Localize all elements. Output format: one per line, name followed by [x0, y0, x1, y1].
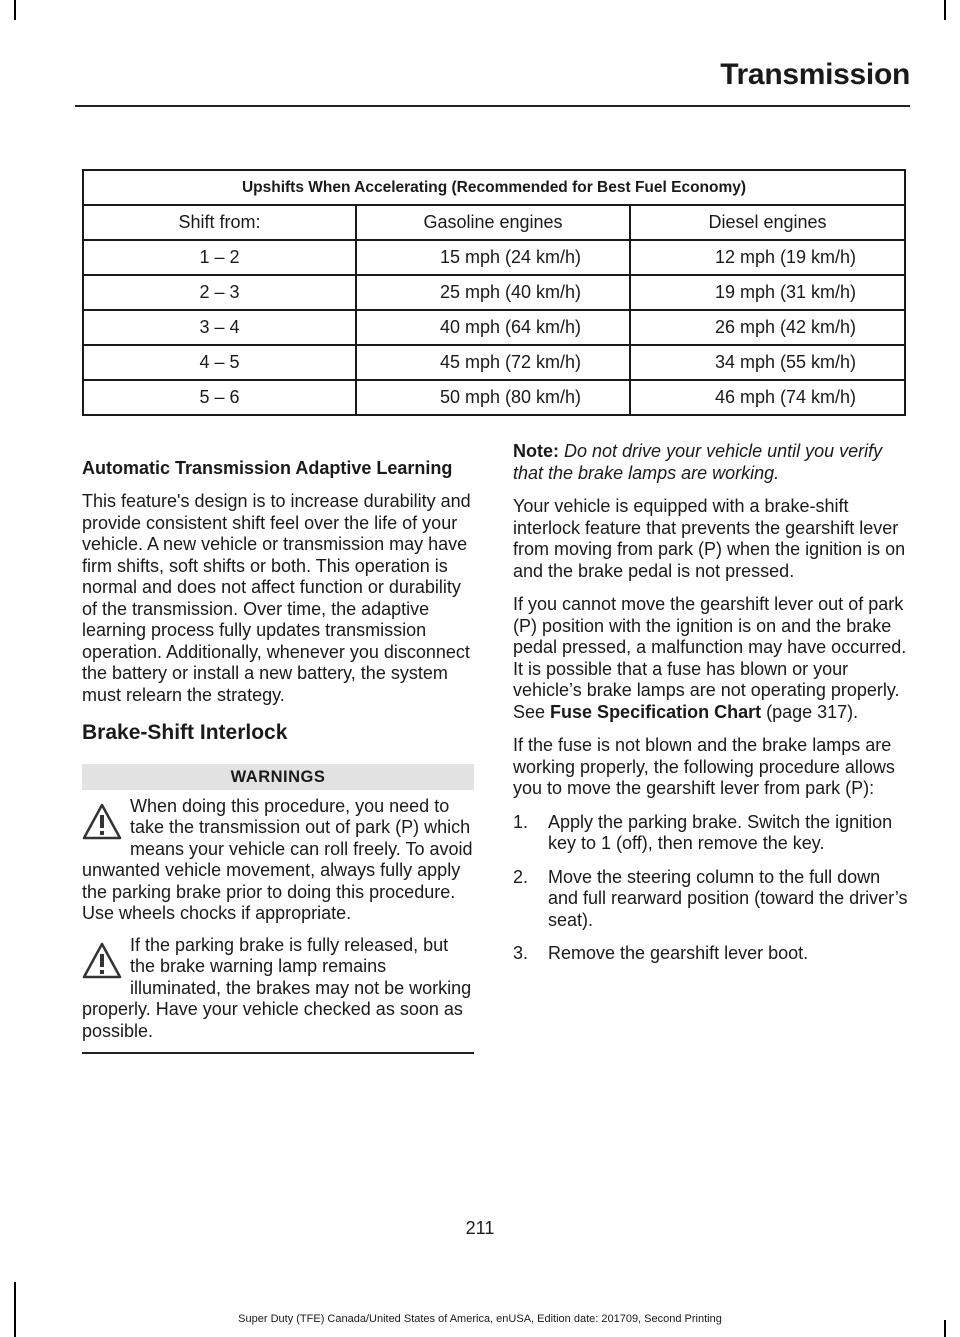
- table-row: [83, 380, 905, 415]
- right-column: [513, 441, 908, 977]
- step-text: Move the steering column to the full down and full rearward position (toward the driver’s seat).: [548, 866, 908, 930]
- table-cell: 5 – 6: [83, 380, 356, 415]
- column-header: Gasoline engines: [356, 205, 630, 240]
- column-header: Diesel engines: [630, 205, 905, 240]
- table-cell: 40 mph (64 km/h): [356, 310, 630, 345]
- crop-mark-top-left: [14, 0, 16, 20]
- warning-text-1: When doing this procedure, you need to take the transmission out of park (P) which means your vehicle can roll freely. To avoid unwanted vehicle movement, always fully apply the parking brake prior to doing this procedure. Use wheels chocks if appropriate.: [82, 795, 473, 923]
- edition-footer: Super Duty (TFE) Canada/United States of America, enUSA, Edition date: 201709, Second Printing: [238, 1313, 722, 1325]
- table-cell: 34 mph (55 km/h): [630, 345, 905, 380]
- interlock-para-2-text: If you cannot move the gearshift lever out of park (P) position with the ignition is on and the brake pedal pressed, a malfunction may have occurred. It is possible that a fuse has blown or your vehicle’s brake lamps are not operating properly. See: [513, 594, 907, 722]
- table-cell: 2 – 3: [83, 275, 356, 310]
- fuse-chart-link[interactable]: Fuse Specification Chart: [550, 701, 762, 722]
- warnings-header: WARNINGS: [82, 764, 474, 790]
- interlock-heading: Brake-Shift Interlock: [82, 721, 288, 744]
- warning-block-2: [82, 935, 474, 1043]
- fuse-chart-page-ref: (page 317).: [766, 701, 859, 722]
- table-cell: 26 mph (42 km/h): [630, 310, 905, 345]
- table-row: [83, 345, 905, 380]
- note: [513, 441, 908, 484]
- crop-mark-top-right: [944, 0, 946, 20]
- step-number: 2.: [513, 866, 529, 887]
- table-cell: 3 – 4: [83, 310, 356, 345]
- step-text: Apply the parking brake. Switch the ignition key to 1 (off), then remove the key.: [548, 811, 893, 853]
- table-row: [83, 310, 905, 345]
- table-cell: 45 mph (72 km/h): [356, 345, 630, 380]
- warning-triangle-icon: [82, 941, 122, 981]
- warnings-end-rule: [82, 1052, 474, 1054]
- warning-triangle-icon: [82, 802, 122, 842]
- list-item: [513, 943, 908, 965]
- list-item: [513, 867, 908, 932]
- table-cell: 4 – 5: [83, 345, 356, 380]
- table-row: [83, 275, 905, 310]
- step-number: 3.: [513, 943, 529, 963]
- interlock-para-2: [513, 594, 908, 723]
- table-title: Upshifts When Accelerating (Recommended for Best Fuel Economy): [83, 170, 905, 205]
- upshift-table: [82, 169, 906, 416]
- column-header: Shift from:: [83, 205, 356, 240]
- table-cell: 15 mph (24 km/h): [356, 240, 630, 275]
- list-item: [513, 812, 908, 855]
- table-row: [83, 240, 905, 275]
- note-label: Note:: [513, 441, 559, 461]
- warning-block-1: [82, 796, 474, 925]
- adaptive-learning-heading: Automatic Transmission Adaptive Learning: [82, 458, 453, 478]
- warning-text-2: If the parking brake is fully released, but the brake warning lamp remains illuminated, the brakes may not be working properly. Have your vehicle checked as soon as possible.: [82, 934, 472, 1041]
- interlock-para-3: If the fuse is not blown and the brake lamps are working properly, the following procedure allows you to move the gearshift lever from park (P):: [513, 735, 895, 798]
- table-cell: 1 – 2: [83, 240, 356, 275]
- step-number: 1.: [513, 811, 529, 832]
- page-number: 211: [465, 1218, 495, 1238]
- left-column: [82, 458, 474, 1054]
- header-rule: [75, 105, 910, 107]
- table-header-row: [83, 205, 905, 240]
- table-cell: 25 mph (40 km/h): [356, 275, 630, 310]
- table-cell: 19 mph (31 km/h): [630, 275, 905, 310]
- table-cell: 50 mph (80 km/h): [356, 380, 630, 415]
- table-cell: 46 mph (74 km/h): [630, 380, 905, 415]
- note-text: Do not drive your vehicle until you verify that the brake lamps are working.: [513, 441, 883, 483]
- adaptive-learning-body: This feature's design is to increase durability and provide consistent shift feel over the life of your vehicle. A new vehicle or transmission may have firm shifts, soft shifts or both. This operation is normal and does not affect function or durability of the transmission. Over time, the adaptive learning process fully updates transmission operation. Additionally, whenever you disconnect the battery or install a new battery, the system must relearn the strategy.: [82, 491, 471, 705]
- table-cell: 12 mph (19 km/h): [630, 240, 905, 275]
- crop-mark-bottom-left: [14, 1282, 16, 1337]
- step-text: Remove the gearshift lever boot.: [548, 943, 809, 963]
- procedure-steps: [513, 812, 908, 965]
- interlock-para-1: Your vehicle is equipped with a brake-shift interlock feature that prevents the gearshift lever from moving from park (P) when the ignition is on and the brake pedal is not pressed.: [513, 496, 906, 581]
- page-title: Transmission: [720, 58, 910, 91]
